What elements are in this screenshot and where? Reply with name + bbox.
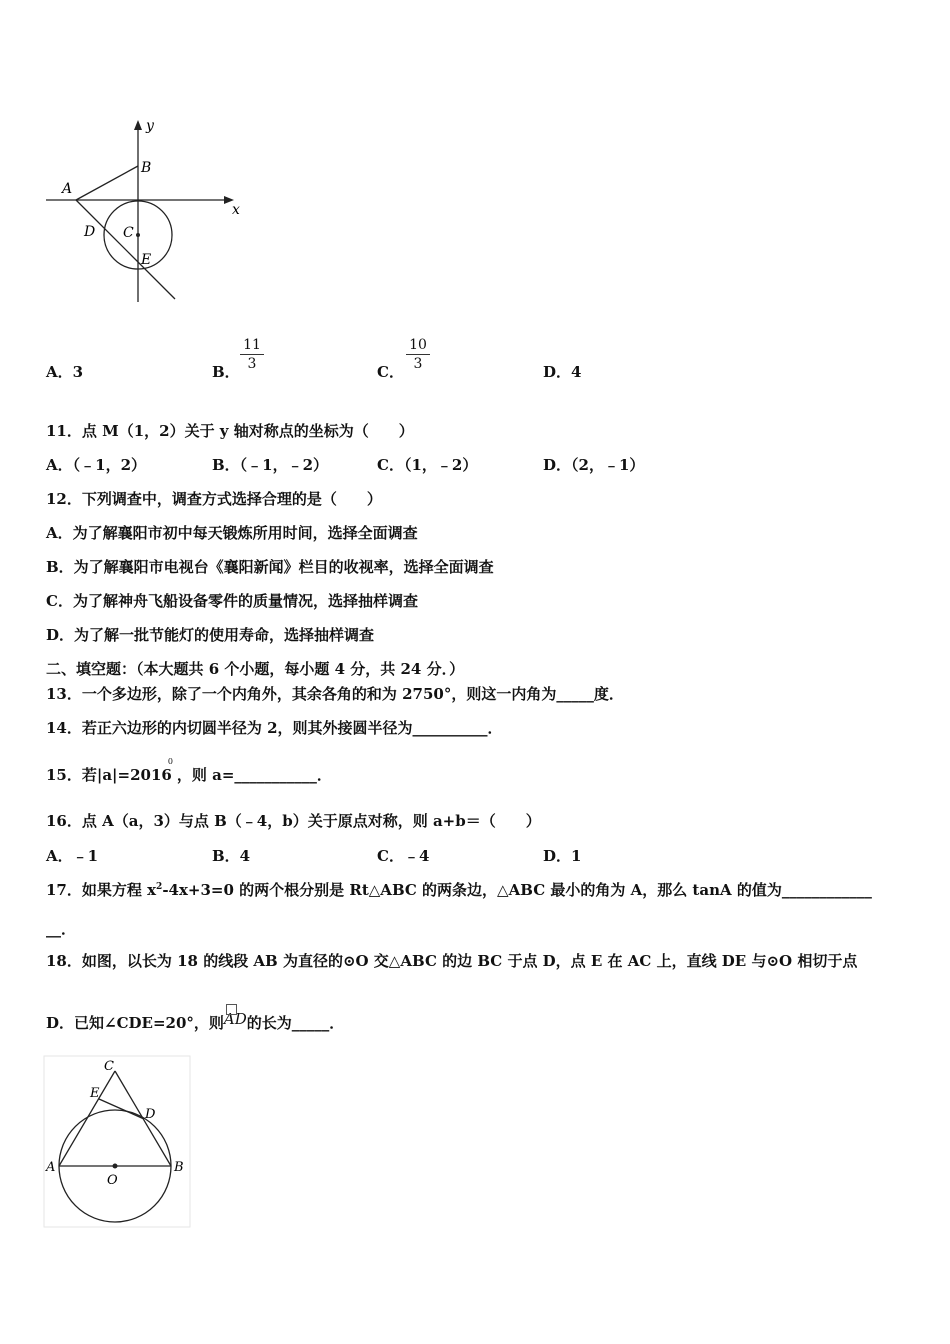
q10-option-d: D．4 xyxy=(543,363,582,381)
q11-option-a: A．（﹣1，2） xyxy=(46,456,147,474)
q15-exponent: 0 xyxy=(167,757,173,766)
y-axis-arrow xyxy=(134,120,142,130)
q13-text: 13．一个多边形，除了一个内角外，其余各角的和为 2750°，则这一内角为_____度． xyxy=(46,685,624,703)
q16-option-d: D．1 xyxy=(543,847,582,865)
figure-border xyxy=(44,1056,190,1227)
q16-option-b: B．4 xyxy=(212,847,251,865)
q14-text: 14．若正六边形的内切圆半径为 2，则其外接圆半径为__________． xyxy=(46,719,503,737)
q18-line2 xyxy=(46,1012,344,1033)
label-b: B xyxy=(174,1160,184,1175)
q12-stem: 12．下列调查中，调查方式选择合理的是（ ） xyxy=(46,490,382,508)
q10-option-a: A．3 xyxy=(46,363,84,381)
q16-option-c: C．﹣4 xyxy=(377,847,430,865)
label-e: E xyxy=(90,1086,100,1101)
label-d: D xyxy=(145,1107,156,1122)
q17-text-a: 17．如果方程 x xyxy=(46,881,157,899)
label-d: D xyxy=(84,224,96,240)
q11-option-d: D．（2，﹣1） xyxy=(543,456,645,474)
q11-option-b: B．（﹣1，﹣2） xyxy=(212,456,329,474)
q18-text-a: D．已知∠CDE=20°，则 xyxy=(46,1014,224,1032)
label-a: A xyxy=(46,1160,56,1175)
q18-line1: 18．如图，以长为 18 的线段 AB 为直径的⊙O 交△ABC 的边 BC 于点 D，点 E 在 AC 上，直线 DE 与⊙O 相切于点 xyxy=(46,952,858,970)
q15-text xyxy=(46,757,332,785)
q12-option-c: C．为了解神舟飞船设备零件的质量情况，选择抽样调查 xyxy=(46,592,418,610)
q18-text-b: 的长为_____． xyxy=(246,1014,345,1032)
q12-option-d: D．为了解一批节能灯的使用寿命，选择抽样调查 xyxy=(46,626,375,644)
line-ae xyxy=(76,200,175,299)
q17-line2: __． xyxy=(46,920,77,938)
label-o: O xyxy=(107,1173,118,1188)
q17-superscript: 2 xyxy=(156,882,163,892)
fraction-numerator: 10 xyxy=(406,337,430,355)
q17-text-b: -4x+3=0 的两个根分别是 Rt△ABC 的两条边，△ABC 最小的角为 A，那么 tanA 的值为____________ xyxy=(162,881,872,899)
label-y: y xyxy=(146,118,154,134)
label-x: x xyxy=(232,202,240,218)
q12-option-a: A．为了解襄阳市初中每天锻炼所用时间，选择全面调查 xyxy=(46,524,418,542)
label-b: B xyxy=(141,160,152,176)
figure-circle-triangle xyxy=(40,1055,195,1230)
q15-text-b: ，则 a=___________． xyxy=(176,766,332,784)
label-a: A xyxy=(62,181,73,197)
q10-option-b-prefix: B． xyxy=(212,363,240,381)
fraction-numerator: 11 xyxy=(240,337,264,355)
side-ac xyxy=(59,1071,115,1166)
q16-stem: 16．点 A（a，3）与点 B（﹣4，b）关于原点对称，则 a+b＝（ ） xyxy=(46,812,541,830)
q10-option-c-prefix: C． xyxy=(377,363,404,381)
q10-option-b-fraction xyxy=(240,337,264,372)
q11-option-c: C．（1，﹣2） xyxy=(377,456,478,474)
arc-ad-label: AD xyxy=(223,1010,247,1028)
q16-option-a: A．﹣1 xyxy=(46,847,99,865)
q11-stem: 11．点 M（1，2）关于 y 轴对称点的坐标为（ ） xyxy=(46,422,414,440)
figure-coordinate-circle xyxy=(40,110,260,310)
label-c: C xyxy=(104,1059,114,1074)
q10-option-c-fraction xyxy=(406,337,430,372)
fraction-denominator: 3 xyxy=(247,356,257,372)
section-heading: 二、填空题：（本大题共 6 个小题，每小题 4 分，共 24 分．） xyxy=(46,660,465,678)
label-e: E xyxy=(141,252,152,268)
center-point-o xyxy=(113,1164,118,1169)
q17-line1 xyxy=(46,879,872,900)
segment-ab xyxy=(76,166,138,200)
q12-option-b: B．为了解襄阳市电视台《襄阳新闻》栏目的收视率，选择全面调查 xyxy=(46,558,494,576)
label-c: C xyxy=(123,225,134,241)
q15-text-a: 15．若|a|=2016 xyxy=(46,766,172,784)
center-point-c xyxy=(136,233,140,237)
fraction-denominator: 3 xyxy=(413,356,423,372)
